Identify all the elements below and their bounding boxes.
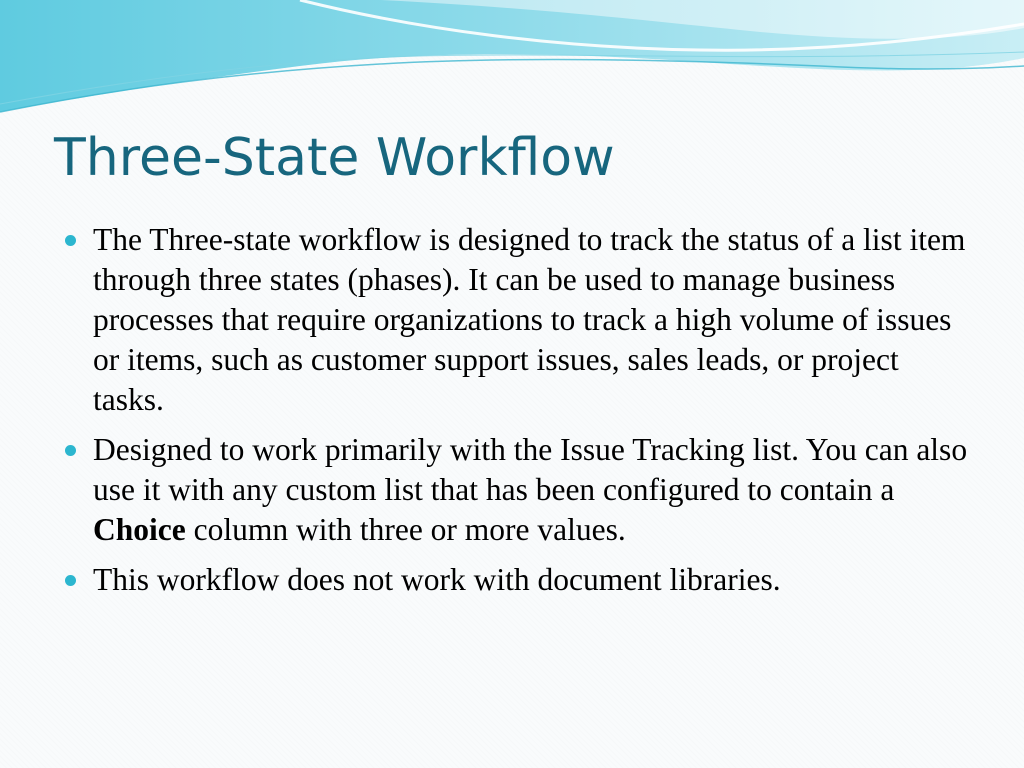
bullet-text: The Three-state workflow is designed to track the status of a list item through three states (phases). It can be used to manage business processes that require organizations to track a high volume of issues or items, such as customer support issues, sales leads, or project tasks. xyxy=(93,222,966,417)
slide-title: Three-State Workflow xyxy=(54,128,615,188)
bullet-text: This workflow does not work with document libraries. xyxy=(93,562,781,597)
decorative-wave-header xyxy=(0,0,1024,130)
bullet-item-1 xyxy=(64,220,974,420)
bullet-text-bold: Choice xyxy=(93,512,186,547)
bullet-item-2 xyxy=(64,430,974,550)
bullet-dot-icon xyxy=(65,235,76,246)
bullet-list xyxy=(64,220,974,610)
bullet-text-after: column with three or more values. xyxy=(185,512,626,547)
bullet-text-before: Designed to work primarily with the Issue Tracking list. You can also use it with any custom list that has been configured to contain a xyxy=(93,432,968,507)
bullet-item-3 xyxy=(64,560,974,600)
bullet-dot-icon xyxy=(65,445,76,456)
bullet-dot-icon xyxy=(65,575,76,586)
